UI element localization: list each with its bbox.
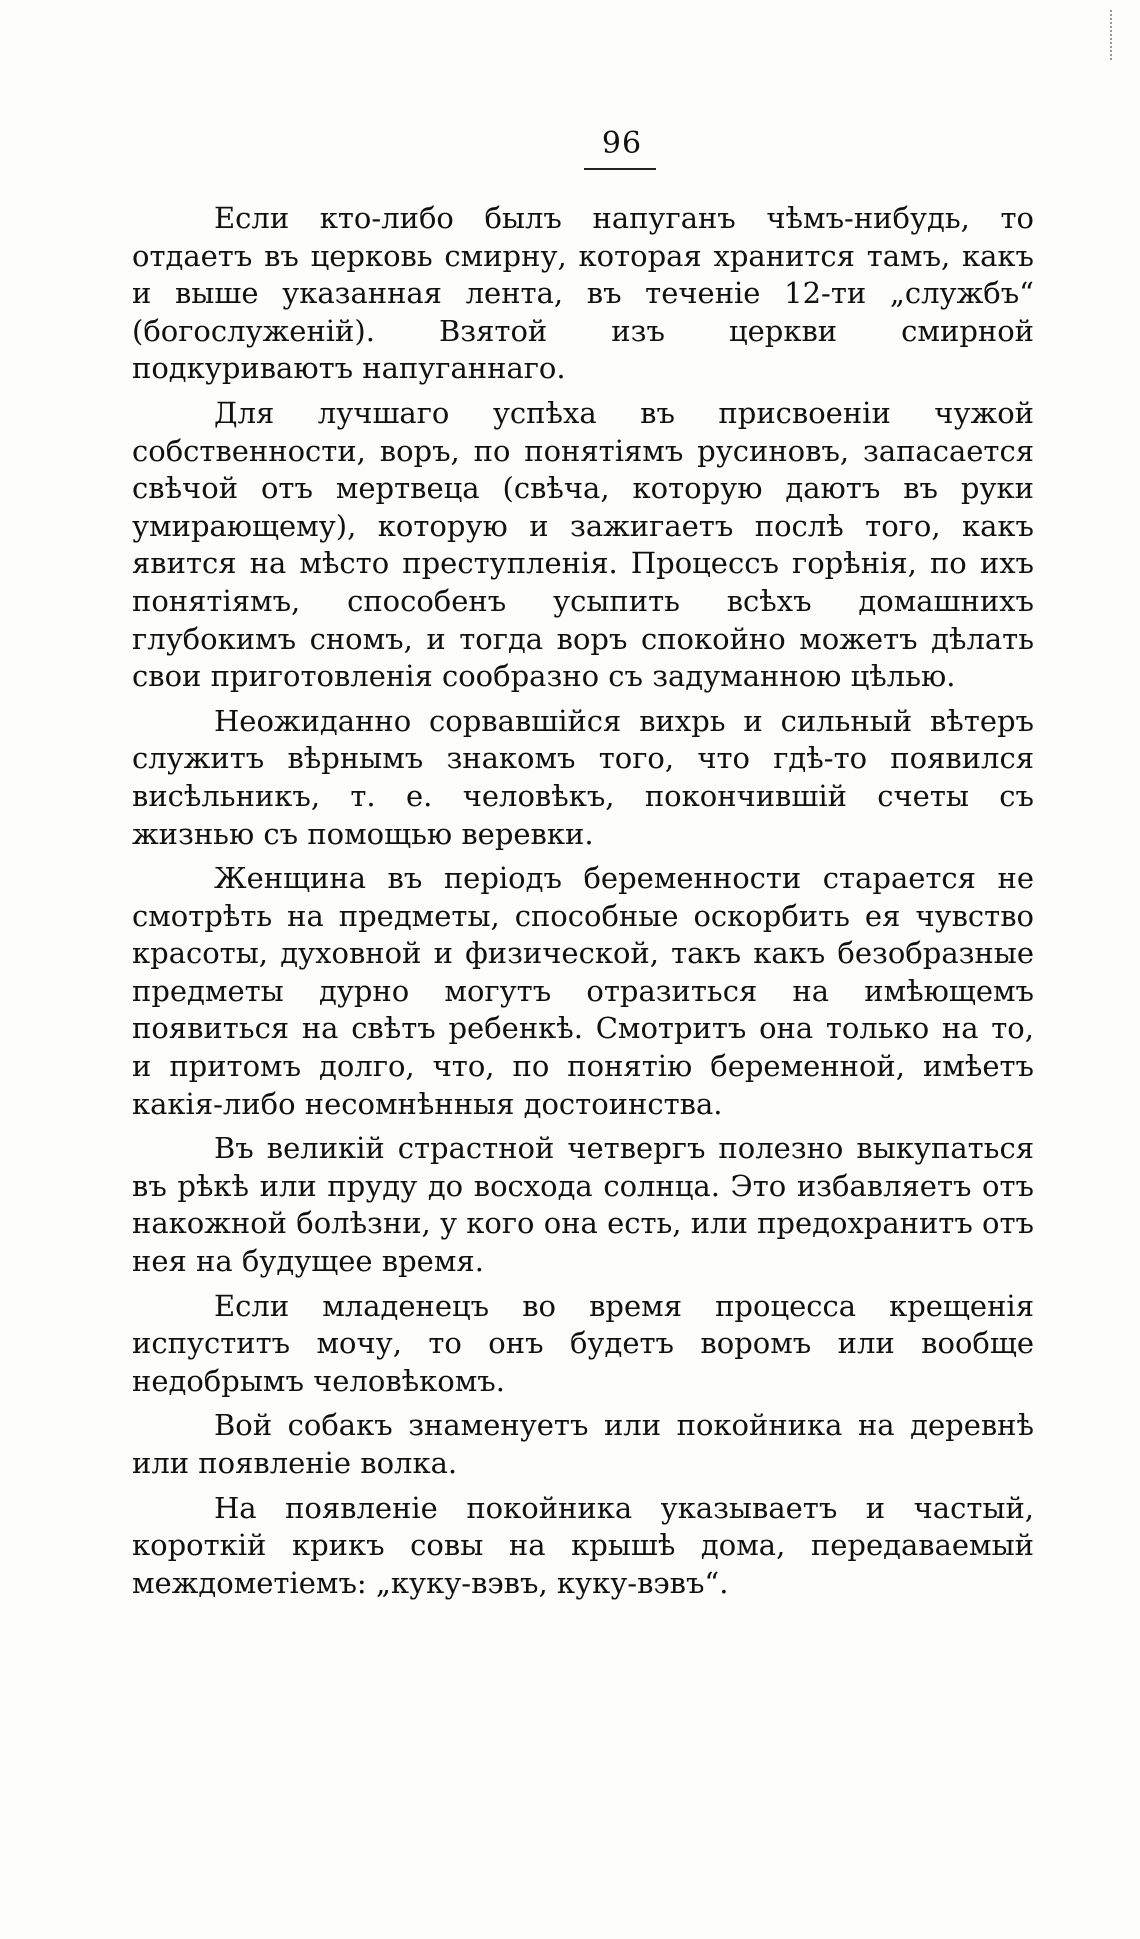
page-number: 96 (601, 126, 643, 161)
page-number-rule (584, 168, 656, 170)
paragraph-dog-howl: Вой собакъ знаменуетъ или покойника на деревнѣ или появленіе волка. (132, 1408, 1034, 1480)
page-text (132, 200, 1034, 1609)
page-edge-marks (1110, 10, 1118, 60)
paragraph-owl-cry: На появленіе покойника указываетъ и частый, короткій крикъ совы на крышѣ дома, передаваемый междометіемъ: „куку-вэвъ, куку-вэвъ“. (132, 1490, 1034, 1600)
paragraph-holy-thursday: Въ великій страстной четвергъ полезно выкупаться въ рѣкѣ или пруду до восхода солнца. Это избавляетъ отъ накожной болѣзни, у кого она есть, или предохранитъ отъ нея на будущее время. (132, 1131, 1034, 1279)
paragraph-thief-candle: Для лучшаго успѣха въ присвоеніи чужой собственности, воръ, по понятіямъ русиновъ, запасается свѣчой отъ мертвеца (свѣча, которую даютъ въ руки умирающему), которую и зажигаетъ послѣ того, какъ явится на мѣсто преступленія. Процессъ горѣнія, по ихъ понятіямъ, способенъ усыпить всѣхъ домашнихъ глубокимъ сномъ, и тогда воръ спокойно можетъ дѣлать свои приготовленія сообразно съ задуманною цѣлью. (132, 395, 1034, 694)
paragraph-whirlwind: Неожиданно сорвавшійся вихрь и сильный вѣтеръ служитъ вѣрнымъ знакомъ того, что гдѣ-то появился висѣльникъ, т. е. человѣкъ, покончившій счеты съ жизнью съ помощью веревки. (132, 703, 1034, 851)
paragraph-smirna: Если кто-либо былъ напуганъ чѣмъ-нибудь, то отдаетъ въ церковь смирну, которая хранится тамъ, какъ и выше указанная лента, въ теченіе 12-ти „службъ“ (богослуженій). Взятой изъ церкви смирной подкуриваютъ напуганнаго. (132, 201, 1034, 386)
paragraph-pregnancy: Женщина въ періодъ беременности старается не смотрѣть на предметы, способные оскорбить ея чувство красоты, духовной и физической, такъ какъ безобразные предметы дурно могутъ отразиться на имѣющемъ появиться на свѣтъ ребенкѣ. Смотритъ она только на то, и притомъ долго, что, по понятію беременной, имѣетъ какія-либо несомнѣнныя достоинства. (132, 861, 1034, 1121)
paragraph-baptism: Если младенецъ во время процесса крещенія испуститъ мочу, то онъ будетъ воромъ или вообще недобрымъ человѣкомъ. (132, 1288, 1034, 1398)
